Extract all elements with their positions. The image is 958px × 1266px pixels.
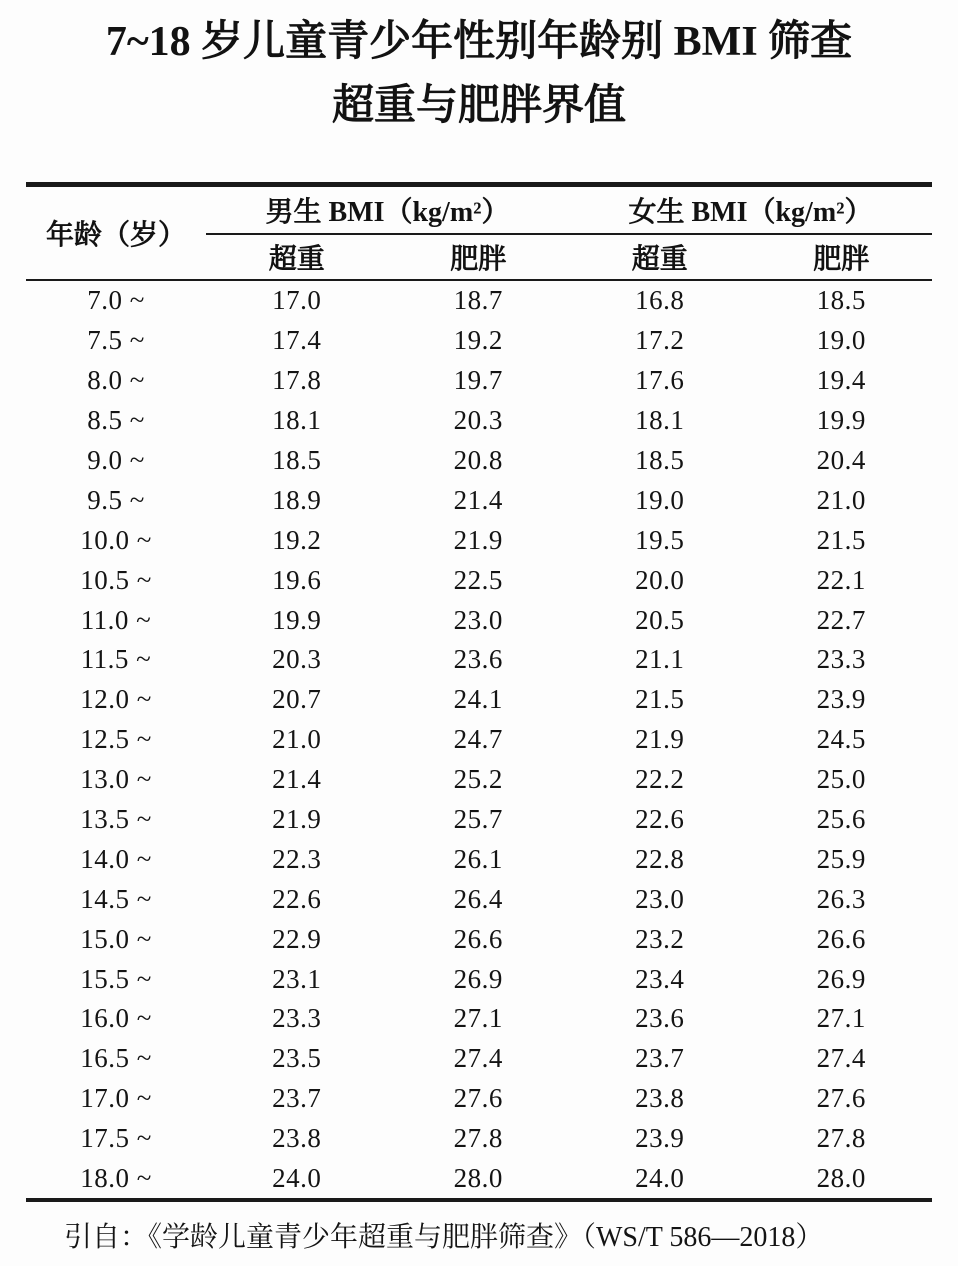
boys-overweight-cell: 17.8 [272,365,322,396]
age-cell: 15.5 ~ [80,963,152,994]
table-row [26,680,932,720]
age-cell: 8.5 ~ [87,405,145,436]
age-cell: 13.5 ~ [80,804,152,835]
boys-overweight-cell: 18.5 [272,445,322,475]
boys-obesity-cell: 23.0 [453,604,503,635]
title-line-2: 超重与肥胖界值 [331,83,626,129]
boys-overweight-cell: 19.9 [272,604,322,635]
age-cell: 9.5 ~ [87,484,145,515]
girls-overweight-header: 超重 [569,234,751,280]
girls-obesity-cell: 22.7 [816,604,866,635]
boys-obesity-cell: 25.7 [453,804,503,835]
table-row [26,560,932,600]
boys-overweight-cell: 23.1 [272,963,322,994]
table-row [26,919,932,959]
boys-overweight-cell: 21.4 [272,764,322,795]
girls-overweight-cell: 23.6 [635,1003,685,1034]
girls-obesity-cell: 25.6 [816,804,866,835]
girls-obesity-cell: 23.9 [816,684,866,715]
age-cell: 8.0 ~ [87,365,145,396]
girls-obesity-cell: 21.0 [816,484,866,515]
table-row [26,839,932,879]
table-row [26,999,932,1039]
girls-overweight-cell: 18.5 [635,445,685,475]
boys-overweight-cell: 18.1 [272,405,322,436]
age-cell: 12.5 ~ [80,724,152,755]
boys-overweight-cell: 21.0 [272,724,322,755]
girls-overweight-cell: 23.8 [635,1083,685,1114]
girls-overweight-cell: 20.0 [635,564,685,595]
table-row [26,321,932,361]
boys-obesity-cell: 26.4 [453,883,503,914]
group-header-row [26,185,932,235]
boys-obesity-cell: 26.9 [453,963,503,994]
age-cell: 10.5 ~ [80,564,152,595]
girls-overweight-cell: 21.1 [635,644,685,675]
girls-obesity-cell: 19.0 [816,325,866,356]
boys-overweight-cell: 22.3 [272,843,322,874]
girls-overweight-cell: 23.0 [635,883,685,914]
bmi-table [26,182,932,1202]
girls-overweight-cell: 20.5 [635,604,685,635]
boys-obesity-cell: 24.1 [453,684,503,715]
boys-overweight-cell: 20.7 [272,684,322,715]
girls-overweight-cell: 23.2 [635,923,685,954]
girls-overweight-cell: 17.6 [635,365,685,396]
table-row [26,1119,932,1159]
table-row [26,800,932,840]
boys-obesity-cell: 26.1 [453,843,503,874]
boys-obesity-cell: 19.7 [453,365,503,396]
age-cell: 15.0 ~ [80,923,152,954]
age-cell: 17.5 ~ [80,1123,152,1154]
girls-obesity-cell: 27.1 [816,1003,866,1034]
boys-obesity-cell: 23.6 [453,644,503,675]
age-cell: 11.5 ~ [80,644,152,675]
boys-obesity-cell: 28.0 [453,1163,503,1194]
boys-obesity-cell: 21.9 [453,524,503,555]
girls-overweight-cell: 24.0 [635,1163,685,1194]
boys-obesity-cell: 25.2 [453,764,503,795]
girls-obesity-cell: 26.6 [816,923,866,954]
citation-text: 引自：《学龄儿童青少年超重与肥胖筛查》（WS/T 586—2018） [64,1222,824,1254]
girls-obesity-cell: 23.3 [816,644,866,675]
girls-overweight-cell: 19.0 [635,484,685,515]
table-header [26,185,932,281]
girls-overweight-cell: 22.8 [635,843,685,874]
boys-obesity-cell: 20.8 [453,445,503,475]
girls-overweight-cell: 23.4 [635,963,685,994]
girls-obesity-cell: 27.8 [816,1123,866,1154]
table-row [26,480,932,520]
boys-bmi-group-header: 男生 BMI（kg/m²） [206,185,569,235]
boys-overweight-cell: 17.0 [272,285,322,316]
boys-overweight-header: 超重 [206,234,388,280]
table-row [26,760,932,800]
girls-obesity-cell: 19.9 [816,405,866,436]
age-cell: 14.0 ~ [80,843,152,874]
boys-obesity-header: 肥胖 [388,234,570,280]
table-row [26,640,932,680]
age-cell: 16.5 ~ [80,1043,152,1074]
girls-obesity-cell: 27.6 [816,1083,866,1114]
girls-obesity-cell: 26.3 [816,883,866,914]
girls-obesity-header: 肥胖 [751,234,933,280]
boys-overweight-cell: 21.9 [272,804,322,835]
title-line-1: 7~18 岁儿童青少年性别年龄别 BMI 筛查 [105,19,853,65]
boys-overweight-cell: 17.4 [272,325,322,356]
age-cell: 17.0 ~ [80,1083,152,1114]
boys-overweight-cell: 18.9 [272,484,322,515]
girls-obesity-cell: 25.0 [816,764,866,795]
girls-overweight-cell: 21.5 [635,684,685,715]
table-row [26,441,932,481]
age-cell: 7.0 ~ [87,285,145,316]
girls-obesity-cell: 26.9 [816,963,866,994]
girls-obesity-cell: 27.4 [816,1043,866,1074]
girls-obesity-cell: 28.0 [816,1163,866,1194]
boys-obesity-cell: 18.7 [453,285,503,316]
girls-obesity-cell: 22.1 [816,564,866,595]
age-column-header: 年龄（岁） [26,185,206,281]
table-row [26,361,932,401]
table-row [26,1079,932,1119]
boys-obesity-cell: 22.5 [453,564,503,595]
table-row [26,600,932,640]
girls-overweight-cell: 21.9 [635,724,685,755]
girls-overweight-cell: 19.5 [635,524,685,555]
boys-overweight-cell: 23.8 [272,1123,322,1154]
girls-obesity-cell: 20.4 [816,445,866,475]
boys-obesity-cell: 27.8 [453,1123,503,1154]
boys-obesity-cell: 27.4 [453,1043,503,1074]
boys-obesity-cell: 27.1 [453,1003,503,1034]
table-row [26,959,932,999]
age-cell: 13.0 ~ [80,764,152,795]
age-cell: 11.0 ~ [80,604,152,635]
girls-obesity-cell: 18.5 [816,285,866,316]
girls-overweight-cell: 22.2 [635,764,685,795]
age-cell: 14.5 ~ [80,883,152,914]
age-cell: 12.0 ~ [80,684,152,715]
age-cell: 16.0 ~ [80,1003,152,1034]
table-row [26,1159,932,1201]
boys-overweight-cell: 19.6 [272,564,322,595]
boys-obesity-cell: 21.4 [453,484,503,515]
table-row [26,720,932,760]
boys-obesity-cell: 27.6 [453,1083,503,1114]
boys-obesity-cell: 24.7 [453,724,503,755]
boys-overweight-cell: 20.3 [272,644,322,675]
girls-obesity-cell: 24.5 [816,724,866,755]
girls-obesity-cell: 25.9 [816,843,866,874]
table-row [26,280,932,321]
boys-obesity-cell: 26.6 [453,923,503,954]
girls-overweight-cell: 16.8 [635,285,685,316]
girls-obesity-cell: 21.5 [816,524,866,555]
table-row [26,520,932,560]
age-cell: 18.0 ~ [80,1163,152,1194]
girls-overweight-cell: 23.7 [635,1043,685,1074]
boys-overweight-cell: 22.9 [272,923,322,954]
boys-overweight-cell: 19.2 [272,524,322,555]
boys-overweight-cell: 23.5 [272,1043,322,1074]
girls-overweight-cell: 17.2 [635,325,685,356]
boys-overweight-cell: 22.6 [272,883,322,914]
table-body [26,280,932,1200]
boys-obesity-cell: 19.2 [453,325,503,356]
age-cell: 9.0 ~ [87,445,145,475]
girls-bmi-group-header: 女生 BMI（kg/m²） [569,185,932,235]
boys-obesity-cell: 20.3 [453,405,503,436]
girls-overweight-cell: 22.6 [635,804,685,835]
boys-overweight-cell: 23.3 [272,1003,322,1034]
girls-overweight-cell: 23.9 [635,1123,685,1154]
girls-overweight-cell: 18.1 [635,405,685,436]
table-row [26,879,932,919]
table-row [26,1039,932,1079]
girls-obesity-cell: 19.4 [816,365,866,396]
boys-overweight-cell: 23.7 [272,1083,322,1114]
table-row [26,401,932,441]
age-cell: 7.5 ~ [87,325,145,356]
age-cell: 10.0 ~ [80,524,152,555]
boys-overweight-cell: 24.0 [272,1163,322,1194]
document-title [0,0,958,138]
